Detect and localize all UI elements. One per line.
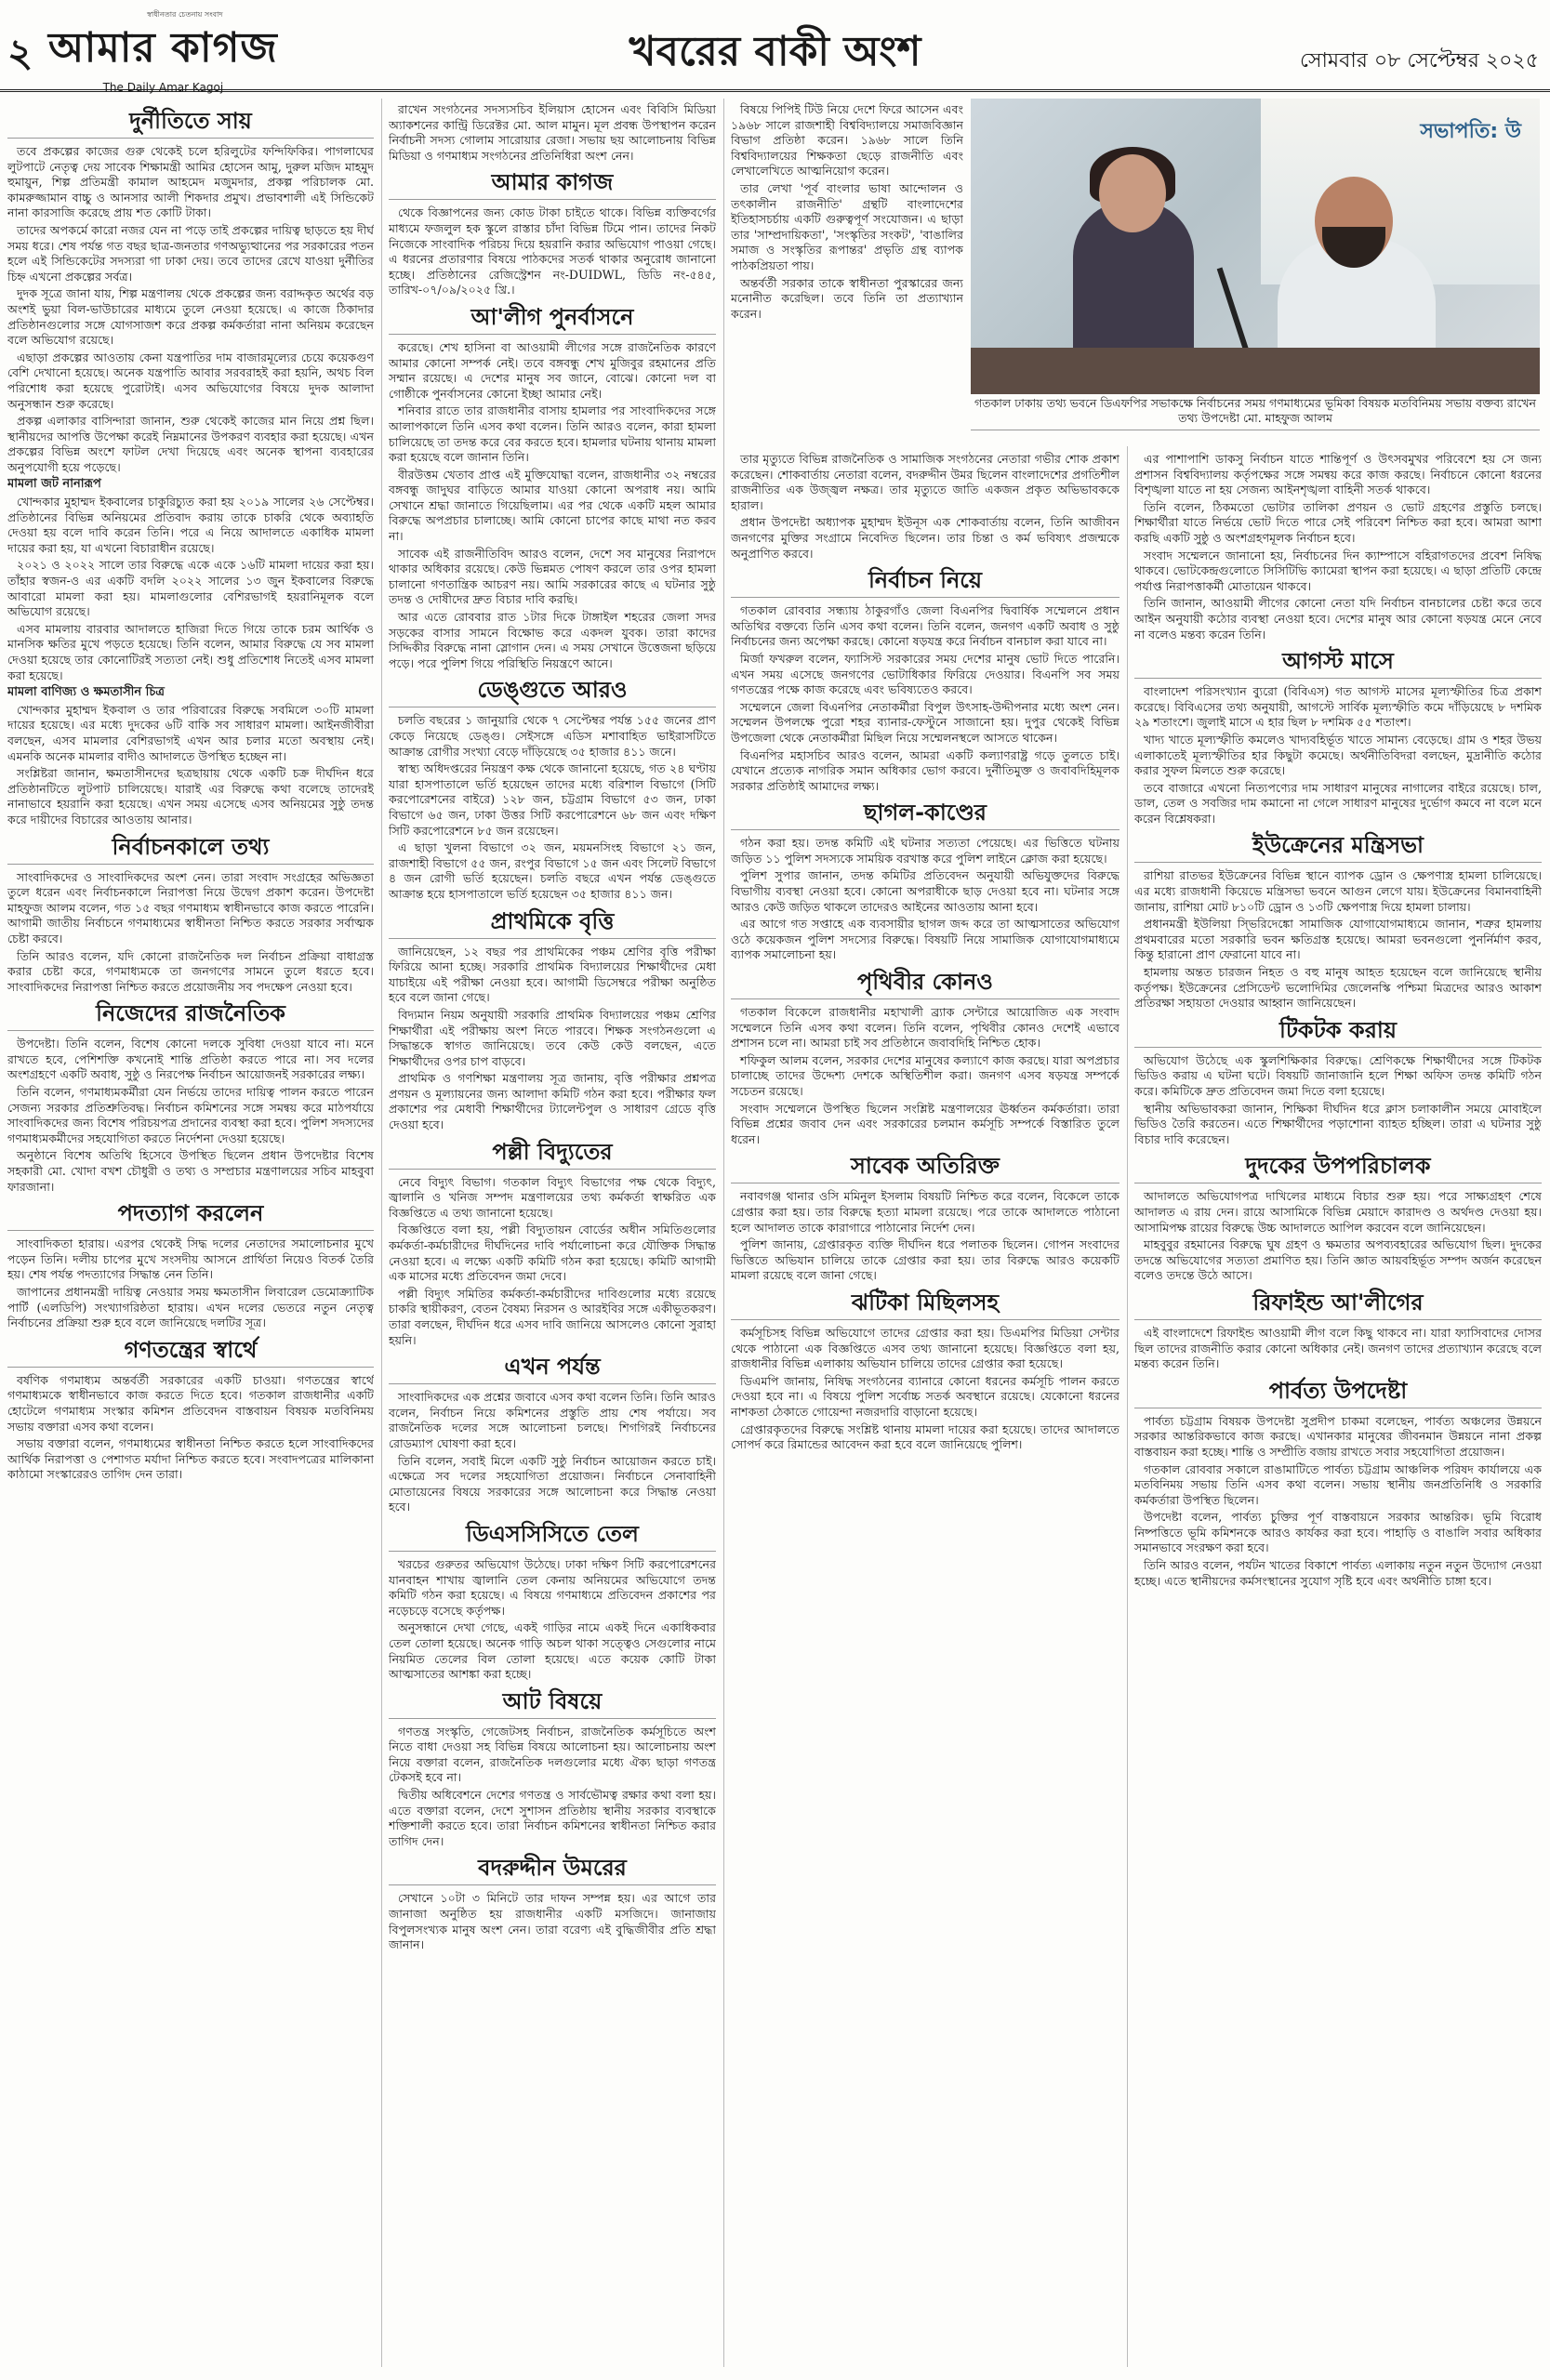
paragraph: সাংবাদিকদের এক প্রশ্নের জবাবে এসব কথা বলেন তিনি। তিনি আরও বলেন, নির্বাচন নিয়ে কমিশনের প্রস্তুতি প্রায় শেষ পর্যায়ে। সব রাজনৈতিক দলের সঙ্গে আলোচনা চলছে। শিগগিরই নির্বাচনের রোডম্যাপ ঘোষণা করা হবে। [389, 1390, 716, 1450]
paragraph: দ্বিতীয় অধিবেশনে দেশের গণতন্ত্র ও সার্বভৌমত্ব রক্ষার কথা বলা হয়। এতে বক্তারা বলেন, দেশে সুশাসন প্রতিষ্ঠায় স্থানীয় সরকার ব্যবস্থাকে শক্তিশালী করতে হবে। তারা নির্বাচন কমিশনের স্বাধীনতা নিশ্চিত করার তাগিদ দেন। [389, 1788, 716, 1848]
paragraph: বিষয়ে পিপিই টিউ নিয়ে দেশে ফিরে আসেন এবং ১৯৬৮ সালে রাজশাহী বিশ্ববিদ্যালয়ে সমাজবিজ্ঞান বিভাগ প্রতিষ্ঠা করেন। ১৯৬৮ সালে তিনি বিশ্ববিদ্যালয়ের শিক্ষকতা ছেড়ে রাজনীতি এবং লেখালেখিতে আত্মনিয়োগ করেন। [731, 102, 963, 178]
paragraph: মাহবুবুর রহমানের বিরুদ্ধে ঘুষ গ্রহণ ও ক্ষমতার অপব্যবহারের অভিযোগ ছিল। দুদকের তদন্তে অভিযোগের সত্যতা প্রমাণিত হয়। তিনি জ্ঞাত আয়বহির্ভূত সম্পদ অর্জন করেছেন বলেও তদন্তে উঠে আসে। [1134, 1237, 1542, 1283]
paragraph: উপদেষ্টা। তিনি বলেন, বিশেষ কোনো দলকে সুবিধা দেওয়া যাবে না। মনে রাখতে হবে, পেশিশক্তি কখনোই শান্তি প্রতিষ্ঠা করতে পারে না। সব দলের অংশগ্রহণে একটি অবাধ, সুষ্ঠু ও নিরপেক্ষ নির্বাচন আয়োজনই সরকারের লক্ষ্য। [7, 1037, 374, 1082]
photo-banner-text: সভাপতি: উ [1420, 120, 1521, 143]
paragraph: গতকাল রোববার সন্ধ্যায় ঠাকুরগাঁও জেলা বিএনপির দ্বিবার্ষিক সম্মেলনে প্রধান অতিথির বক্তব্যে তিনি এসব কথা বলেন। তিনি বলেন, জনগণ একটি অবাধ ও সুষ্ঠু নির্বাচনের জন্য অপেক্ষা করছে। কোনো ষড়যন্ত্র করে নির্বাচন বানচাল করা যাবে না। [731, 603, 1119, 649]
headline-refined-awami[interactable]: রিফাইন্ড আ'লীগের [1134, 1289, 1542, 1320]
photo-table [971, 348, 1540, 394]
paragraph: স্থানীয় অভিভাবকরা জানান, শিক্ষিকা দীর্ঘদিন ধরে ক্লাস চলাকালীন সময়ে মোবাইলে ভিডিও তৈরি করতেন। এতে শিক্ষার্থীদের পড়াশোনা ব্যাহত হচ্ছিল। তারা এ ঘটনার সুষ্ঠু বিচার দাবি করেছেন। [1134, 1101, 1542, 1146]
paragraph: সভায় বক্তারা বলেন, গণমাধ্যমের স্বাধীনতা নিশ্চিত করতে হলে সাংবাদিকদের আর্থিক নিরাপত্তা ও পেশাগত মর্যাদা নিশ্চিত করতে হবে। সংবাদপত্রের মালিকানা কাঠামো সংস্কারেরও তাগিদ দেন তারা। [7, 1436, 374, 1482]
headline-amar-kagoj[interactable]: আমার কাগজ [389, 169, 716, 200]
headline-acc-deputy-director[interactable]: দুদকের উপপরিচালক [1134, 1153, 1542, 1183]
paragraph: জানিয়েছেন, ১২ বছর পর প্রাথমিকের পঞ্চম শ্রেণির বৃত্তি পরীক্ষা ফিরিয়ে আনা হচ্ছে। সরকারি প্রাথমিক বিদ্যালয়ের শিক্ষার্থীদের মেধা যাচাইয়ে এই পরীক্ষা নেওয়া হবে। আগামী ডিসেম্বরে পরীক্ষা অনুষ্ঠিত হবে বলে জানা গেছে। [389, 944, 716, 1005]
paragraph: অনুসন্ধানে দেখা গেছে, একই গাড়ির নামে একই দিনে একাধিকবার তেল তোলা হয়েছে। অনেক গাড়ি অচল থাকা সত্ত্বেও সেগুলোর নামে নিয়মিত তেলের বিল তোলা হয়েছে। এতে কয়েক কোটি টাকা আত্মসাতের আশঙ্কা করা হচ্ছে। [389, 1620, 716, 1682]
paragraph: পল্লী বিদ্যুৎ সমিতির কর্মকর্তা-কর্মচারীদের দাবিগুলোর মধ্যে রয়েছে চাকরি স্থায়ীকরণ, বেতন বৈষম্য নিরসন ও আরইবির সঙ্গে একীভূতকরণ। তারা বলছেন, দীর্ঘদিন ধরে এসব দাবি জানিয়ে আসলেও কোনো সুরাহা হয়নি। [389, 1286, 716, 1347]
paragraph: আর এতে রোববার রাত ১টার দিকে টাঙ্গাইল শহরের জেলা সদর সড়কের বাসার সামনে বিক্ষোভ করে একদল যুবক। তারা কাদের সিদ্দিকীর বিরুদ্ধে নানা স্লোগান দেন। এ সময় সেখানে উত্তেজনা ছড়িয়ে পড়ে। পরে পুলিশ গিয়ে পরিস্থিতি নিয়ন্ত্রণে আনে। [389, 610, 716, 670]
column-3 [731, 452, 1119, 2367]
paragraph: বীরউত্তম খেতাব প্রাপ্ত এই মুক্তিযোদ্ধা বলেন, রাজধানীর ৩২ নম্বরের বঙ্গবন্ধু জাদুঘর বাড়িতে আমার যাওয়া কোনো অপরাধ নয়। আমি সেখানে শ্রদ্ধা জানাতে গিয়েছিলাম। এর পর থেকে একটি মহল আমার বিরুদ্ধে অপপ্রচার চালাচ্ছে। আমি কোনো চাপের কাছে মাথা নত করব না। [389, 467, 716, 544]
paragraph: সেখানে ১০টা ৩ মিনিটে তার দাফন সম্পন্ন হয়। এর আগে তার জানাজা অনুষ্ঠিত হয় রাজধানীর একটি মসজিদে। জানাজায় বিপুলসংখ্যক মানুষ অংশ নেন। তারা বরেণ্য এই বুদ্ধিজীবীর প্রতি শ্রদ্ধা জানান। [389, 1891, 716, 1952]
paragraph: সংশ্লিষ্টরা জানান, ক্ষমতাসীনদের ছত্রছায়ায় থেকে একটি চক্র দীর্ঘদিন ধরে প্রতিষ্ঠানটিতে লুটপাট চালিয়েছে। যারাই এর বিরুদ্ধে কথা বলেছে তাদেরই নানাভাবে হয়রানি করা হয়েছে। এখন সময় এসেছে এসব অনিয়মের সুষ্ঠু তদন্ত করে দায়ীদের বিচারের আওতায় আনার। [7, 766, 374, 826]
headline-flash-procession[interactable]: ঝটিকা মিছিলসহ [731, 1289, 1119, 1320]
paragraph: সংবাদ সম্মেলনে জানানো হয়, নির্বাচনের দিন ক্যাম্পাসে বহিরাগতদের প্রবেশ নিষিদ্ধ থাকবে। ভোটকেন্দ্রগুলোতে সিসিটিভি ক্যামেরা স্থাপন করা হয়েছে। এ ছাড়া প্রতিটি কেন্দ্রে পর্যাপ্ত নিরাপত্তাকর্মী মোতায়েন থাকবে। [1134, 548, 1542, 593]
paragraph: পুলিশ সুপার জানান, তদন্ত কমিটির প্রতিবেদন অনুযায়ী অভিযুক্তদের বিরুদ্ধে বিভাগীয় ব্যবস্থা নেওয়া হবে। কোনো অপরাধীকে ছাড় দেওয়া হবে না। ঘটনার সঙ্গে আরও কেউ জড়িত থাকলে তাদেরও আইনের আওতায় আনা হবে। [731, 868, 1119, 914]
paragraph: খোন্দকার মুহাম্মদ ইকবাল ও তার পরিবারের বিরুদ্ধে সবমিলে ৩০টি মামলা দায়ের হয়েছে। এর মধ্যে দুদকের ৬টি বাকি সব সাধারণ মামলা। আইনজীবীরা বলছেন, এসব মামলার বেশিরভাগই এখন আর চলার মতো অবস্থায় নেই। এমনকি অনেক মামলার বাদীও আদালতে উপস্থিত হচ্ছেন না। [7, 702, 374, 763]
paragraph: বর্ষণিক গণমাধ্যম অন্তর্বর্তী সরকারের একটি চাওয়া। গণতন্ত্রের স্বার্থে গণমাধ্যমকে স্বাধীনভাবে কাজ করতে দিতে হবে। গতকাল রাজধানীর একটি হোটেলে গণমাধ্যম সংস্কার কমিশন প্রতিবেদন বাস্তবায়ন বিষয়ক মতবিনিময় সভায় বক্তারা এসব কথা বলেন। [7, 1372, 374, 1434]
paragraph: সংবাদ সম্মেলনে উপস্থিত ছিলেন সংশ্লিষ্ট মন্ত্রণালয়ের ঊর্ধ্বতন কর্মকর্তারা। তারা বিভিন্ন প্রশ্নের জবাব দেন এবং সরকারের চলমান কর্মসূচি সম্পর্কে বিস্তারিত তুলে ধরেন। [731, 1101, 1119, 1146]
paragraph: এই বাংলাদেশে রিফাইন্ড আওয়ামী লীগ বলে কিছু থাকবে না। যারা ফ্যাসিবাদের দোসর ছিল তাদের রাজনীতি করার কোনো অধিকার নেই। জনগণ তাদের প্রত্যাখ্যান করেছে বলে মন্তব্য করেন তিনি। [1134, 1325, 1542, 1371]
paragraph: গতকাল রোববার সকালে রাঙামাটিতে পার্বত্য চট্টগ্রাম আঞ্চলিক পরিষদ কার্যালয়ে এক মতবিনিময় সভায় তিনি এসব কথা বলেন। সভায় স্থানীয় জনপ্রতিনিধি ও সরকারি কর্মকর্তারা উপস্থিত ছিলেন। [1134, 1461, 1542, 1507]
column-3-top [731, 102, 963, 446]
paragraph: পার্বত্য চট্টগ্রাম বিষয়ক উপদেষ্টা সুপ্রদীপ চাকমা বলেছেন, পার্বত্য অঞ্চলের উন্নয়নে সরকার আন্তরিকভাবে কাজ করছে। এখানকার মানুষের জীবনমান উন্নয়নে নানা প্রকল্প বাস্তবায়ন করা হচ্ছে। শান্তি ও সম্প্রীতি বজায় রাখতে সবার সহযোগিতা প্রয়োজন। [1134, 1413, 1542, 1459]
column-divider [1127, 446, 1128, 2367]
logo-text: আমার কাগজ [48, 24, 278, 72]
paragraph: শনিবার রাতে তার রাজধানীর বাসায় হামলার পর সাংবাদিকদের সঙ্গে আলাপকালে তিনি এসব কথা বলেন। তিনি আরও বলেন, কারা হামলা চালিয়েছে তা তদন্ত করে বের করতে হবে। হামলার ঘটনায় থানায় মামলা করা হয়েছে বলে জানান তিনি। [389, 403, 716, 465]
paragraph: মির্জা ফখরুল বলেন, ফ্যাসিস্ট সরকারের সময় দেশের মানুষ ভোট দিতে পারেনি। এখন সময় এসেছে জনগণের ভোটাধিকার ফিরিয়ে দেওয়ার। বিএনপি সব সময় গণতন্ত্রের পক্ষে কাজ করেছে এবং ভবিষ্যতেও করবে। [731, 651, 1119, 697]
paragraph: তিনি আরও বলেন, পর্যটন খাতের বিকাশে পার্বত্য এলাকায় নতুন নতুন উদ্যোগ নেওয়া হচ্ছে। এতে স্থানীয়দের কর্মসংস্থানের সুযোগ সৃষ্টি হবে এবং অর্থনীতি চাঙ্গা হবে। [1134, 1558, 1542, 1588]
paragraph: খাদ্য খাতে মূল্যস্ফীতি কমলেও খাদ্যবহির্ভূত খাতে সামান্য বেড়েছে। গ্রাম ও শহর উভয় এলাকাতেই মূল্যস্ফীতির হার কিছুটা কমেছে। অর্থনীতিবিদরা বলছেন, মুদ্রানীতি কঠোর করার সুফল মিলতে শুরু করেছে। [1134, 732, 1542, 778]
headline-badruddin-umar[interactable]: বদরুদ্দীন উমরের [389, 1855, 716, 1885]
paragraph: সাংবাদিকতা হারায়। এরপর থেকেই সিদ্ধ দলের নেতাদের সমালোচনার মুখে পড়েন তিনি। দলীয় চাপের মুখে সংসদীয় আসনে প্রার্থিতা নিয়েও বিতর্ক তৈরি হয়। শেষ পর্যন্ত পদত্যাগের সিদ্ধান্ত নেন তিনি। [7, 1236, 374, 1282]
headline-dengue[interactable]: ডেঙ্গুতে আরও [389, 677, 716, 707]
headline-former-additional[interactable]: সাবেক অতিরিক্ত [731, 1153, 1119, 1183]
paragraph: এ ছাড়া খুলনা বিভাগে ৩২ জন, ময়মনসিংহ বিভাগে ২১ জন, রাজশাহী বিভাগে ৫৫ জন, রংপুর বিভাগে ১৫ জন এবং সিলেট বিভাগে ৪ জন রোগী ভর্তি হয়েছেন। চলতি বছরে এখন পর্যন্ত ডেঙ্গুতে আক্রান্ত হয়ে হাসপাতালে ভর্তি হয়েছেন ৩৫ হাজার ৪১১ জন। [389, 840, 716, 901]
paragraph: তবে বাজারে এখনো নিত্যপণ্যের দাম সাধারণ মানুষের নাগালের বাইরে রয়েছে। চাল, ডাল, তেল ও সবজির দাম কমানো না গেলে সাধারণ মানুষের দুর্ভোগ কমবে না বলে মনে করেন বিশ্লেষকরা। [1134, 780, 1542, 826]
paragraph: সম্মেলনে জেলা বিএনপির নেতাকর্মীরা বিপুল উৎসাহ-উদ্দীপনার মধ্যে অংশ নেন। সম্মেলন উপলক্ষে পুরো শহর ব্যানার-ফেস্টুনে সাজানো হয়। দুপুর থেকেই বিভিন্ন উপজেলা থেকে নেতাকর্মীরা মিছিল নিয়ে সম্মেলনস্থলে আসতে থাকেন। [731, 699, 1119, 745]
paragraph: চলতি বছরের ১ জানুয়ারি থেকে ৭ সেপ্টেম্বর পর্যন্ত ১৫৫ জনের প্রাণ কেড়ে নিয়েছে ডেঙ্গু। সেইসঙ্গে এডিস মশাবাহিত ভাইরাসটিতে আক্রান্ত রোগীর সংখ্যা বেড়ে দাঁড়িয়েছে ৩৫ হাজার ৪১১ জনে। [389, 713, 716, 759]
paragraph: আদালতে অভিযোগপত্র দাখিলের মাধ্যমে বিচার শুরু হয়। পরে সাক্ষ্যগ্রহণ শেষে আদালত এ রায় দেন। রায়ে আসামিকে বিভিন্ন মেয়াদে কারাদণ্ড ও অর্থদণ্ড দেওয়া হয়। আসামিপক্ষ রায়ের বিরুদ্ধে উচ্চ আদালতে আপিল করবেন বলে জানিয়েছেন। [1134, 1189, 1542, 1235]
paragraph: গঠন করা হয়। তদন্ত কমিটি এই ঘটনার সত্যতা পেয়েছে। এর ভিত্তিতে ঘটনায় জড়িত ১১ পুলিশ সদস্যকে সাময়িক বরখাস্ত করে পুলিশ লাইনে ক্লোজ করা হয়েছে। [731, 836, 1119, 866]
paragraph: এর পাশাপাশি ডাকসু নির্বাচন যাতে শান্তিপূর্ণ ও উৎসবমুখর পরিবেশে হয় সে জন্য প্রশাসন বিশ্ববিদ্যালয় কর্তৃপক্ষের সঙ্গে সমন্বয় করে কাজ করছে। নির্বাচনে কোনো ধরনের বিশৃঙ্খলা যাতে না হয় সেজন্য আইনশৃঙ্খলা বাহিনী সতর্ক থাকবে। [1134, 452, 1542, 497]
paragraph: তার লেখা 'পূর্ব বাংলার ভাষা আন্দোলন ও তৎকালীন রাজনীতি' গ্রন্থটি বাংলাদেশের ইতিহাসচর্চায় একটি গুরুত্বপূর্ণ সংযোজন। এ ছাড়া তার 'সাম্প্রদায়িকতা', 'সংস্কৃতির সংকট', 'বাঙালির সমাজ ও সংস্কৃতির রূপান্তর' প্রভৃতি গ্রন্থ ব্যাপক পাঠকপ্রিয়তা পায়। [731, 180, 963, 272]
headline-democracy[interactable]: গণতন্ত্রের স্বার্থে [7, 1337, 374, 1368]
paragraph: গতকাল বিকেলে রাজধানীর মহাখালী ব্র্যাক সেন্টারে আয়োজিত এক সংবাদ সম্মেলনে তিনি এসব কথা বলেন। তিনি বলেন, পৃথিবীর কোনও দেশেই এভাবে প্রশাসন চলে না। আমরা চাই সব প্রতিষ্ঠানে জবাবদিহি নিশ্চিত হোক। [731, 1005, 1119, 1051]
paragraph: পুলিশ জানায়, গ্রেপ্তারকৃত ব্যক্তি দীর্ঘদিন ধরে পলাতক ছিলেন। গোপন সংবাদের ভিত্তিতে অভিযান চালিয়ে তাকে গ্রেপ্তার করা হয়। তার বিরুদ্ধে আরও কয়েকটি মামলা রয়েছে বলে জানা গেছে। [731, 1237, 1119, 1283]
paragraph: বাংলাদেশ পরিসংখ্যান ব্যুরো (বিবিএস) গত আগস্ট মাসের মূল্যস্ফীতির চিত্র প্রকাশ করেছে। বিবিএসের তথ্য অনুযায়ী, আগস্টে সার্বিক মূল্যস্ফীতি কমে দাঁড়িয়েছে ৮ দশমিক ২৯ শতাংশে। জুলাই মাসে এ হার ছিল ৮ দশমিক ৫৫ শতাংশ। [1134, 684, 1542, 730]
paragraph: নবাবগঞ্জ থানার ওসি মমিনুল ইসলাম বিষয়টি নিশ্চিত করে বলেন, বিকেলে তাকে গ্রেপ্তার করা হয়। তার বিরুদ্ধে হত্যা মামলা রয়েছে। পরে তাকে আদালতে পাঠানো হলে আদালত তাকে কারাগারে পাঠানোর নির্দেশ দেন। [731, 1189, 1119, 1235]
paragraph: বিজ্ঞপ্তিতে বলা হয়, পল্লী বিদ্যুতায়ন বোর্ডের অধীন সমিতিগুলোর কর্মকর্তা-কর্মচারীদের দীর্ঘদিনের দাবি পর্যালোচনা করে যৌক্তিক সিদ্ধান্ত নেওয়া হবে। এ লক্ষ্যে একটি কমিটি গঠন করা হয়েছে। কমিটি আগামী এক মাসের মধ্যে প্রতিবেদন জমা দেবে। [389, 1223, 716, 1284]
paragraph: এসব মামলায় বারবার আদালতে হাজিরা দিতে গিয়ে তাকে চরম আর্থিক ও মানসিক ক্ষতির মুখে পড়তে হয়েছে। তিনি বলেন, আমার বিরুদ্ধে যে সব মামলা দেওয়া হয়েছে তার কোনোটিরই সত্যতা নেই। শুধু প্রতিশোধ নিতেই এসব মামলা করা হয়েছে। [7, 621, 374, 682]
headline-election-info[interactable]: নির্বাচনকালে তথ্য [7, 834, 374, 865]
headline-august[interactable]: আগস্ট মাসে [1134, 648, 1542, 679]
paragraph: বিদ্যমান নিয়ম অনুযায়ী সরকারি প্রাথমিক বিদ্যালয়ের পঞ্চম শ্রেণির শিক্ষার্থীরা এই পরীক্ষায় অংশ নিতে পারবে। শিক্ষক সংগঠনগুলো এ সিদ্ধান্তকে স্বাগত জানিয়েছে। তবে কেউ কেউ বলছেন, এতে শিক্ষার্থীদের ওপর চাপ বাড়বে। [389, 1007, 716, 1068]
masthead [0, 0, 1550, 92]
paragraph: অভিযোগ উঠেছে এক স্কুলশিক্ষিকার বিরুদ্ধে। শ্রেণিকক্ষে শিক্ষার্থীদের সঙ্গে টিকটক ভিডিও করায় এ ঘটনা ঘটে। বিষয়টি জানাজানি হলে শিক্ষা অফিস তদন্ত কমিটি গঠন করে। কমিটিকে দ্রুত প্রতিবেদন জমা দিতে বলা হয়েছে। [1134, 1052, 1542, 1098]
paragraph: কর্মসূচিসহ বিভিন্ন অভিযোগে তাদের গ্রেপ্তার করা হয়। ডিএমপির মিডিয়া সেন্টার থেকে পাঠানো এক বিজ্ঞপ্তিতে এসব তথ্য জানানো হয়েছে। বিজ্ঞপ্তিতে বলা হয়, রাজধানীর বিভিন্ন এলাকায় অভিযান চালিয়ে তাদের গ্রেপ্তার করা হয়েছে। [731, 1325, 1119, 1371]
news-photo[interactable] [971, 99, 1540, 394]
column-divider [381, 99, 382, 2367]
headline-durniti[interactable]: দুর্নীতিতে সায় [7, 108, 374, 139]
paragraph: রাশিয়া রাতভর ইউক্রেনের বিভিন্ন স্থানে ব্যাপক ড্রোন ও ক্ষেপণাস্ত্র হামলা চালিয়েছে। এর মধ্যে রাজধানী কিয়েভে মন্ত্রিসভা ভবনে আগুন লেগে যায়। ইউক্রেনের বিমানবাহিনী জানায়, রাশিয়া মোট ৮১০টি ড্রোন ও ১৩টি ক্ষেপণাস্ত্র দিয়ে হামলা চালায়। [1134, 868, 1542, 914]
headline-rural-electricity[interactable]: পল্লী বিদ্যুতের [389, 1139, 716, 1170]
paragraph: তার মৃত্যুতে বিভিন্ন রাজনৈতিক ও সামাজিক সংগঠনের নেতারা গভীর শোক প্রকাশ করেছেন। শোকবার্তায় নেতারা বলেন, বদরুদ্দীন উমর ছিলেন বাংলাদেশের প্রগতিশীল রাজনীতির এক উজ্জ্বল নক্ষত্র। তার মৃত্যুতে জাতি একজন প্রকৃত অভিভাবককে হারাল। [731, 452, 1119, 512]
paragraph: খরচের গুরুতর অভিযোগ উঠেছে। ঢাকা দক্ষিণ সিটি করপোরেশনের যানবাহন শাখায় জ্বালানি তেল কেনায় অনিয়মের অভিযোগে তদন্ত কমিটি গঠন করা হয়েছে। এ বিষয়ে গণমাধ্যমে প্রতিবেদন প্রকাশের পর নড়েচড়ে বসেছে কর্তৃপক্ষ। [389, 1556, 716, 1618]
headline-primary-scholarship[interactable]: প্রাথমিকে বৃত্তি [389, 908, 716, 939]
paragraph: গ্রেপ্তারকৃতদের বিরুদ্ধে সংশ্লিষ্ট থানায় মামলা দায়ের করা হয়েছে। তাদের আদালতে সোপর্দ করে রিমান্ডের আবেদন করা হবে বলে জানিয়েছে পুলিশ। [731, 1421, 1119, 1452]
section-title: খবরের বাকী অংশ [629, 28, 921, 75]
paragraph: অন্তর্বর্তী সরকার তাকে স্বাধীনতা পুরস্কারের জন্য মনোনীত করেছিল। তবে তিনি তা প্রত্যাখ্যান করেন। [731, 275, 963, 321]
paragraph: উপদেষ্টা বলেন, পার্বত্য চুক্তির পূর্ণ বাস্তবায়নে সরকার আন্তরিক। ভূমি বিরোধ নিষ্পত্তিতে ভূমি কমিশনকে আরও কার্যকর করা হবে। পাহাড়ি ও বাঙালি সবার অধিকার সমানভাবে সংরক্ষণ করা হবে। [1134, 1510, 1542, 1555]
paragraph: ডিএমপি জানায়, নিষিদ্ধ সংগঠনের ব্যানারে কোনো ধরনের কর্মসূচি পালন করতে দেওয়া হবে না। এ বিষয়ে পুলিশ সর্বোচ্চ সতর্ক অবস্থানে রয়েছে। যেকোনো ধরনের নাশকতা ঠেকাতে গোয়েন্দা নজরদারি বাড়ানো হয়েছে। [731, 1373, 1119, 1419]
paragraph: হামলায় অন্তত চারজন নিহত ও বহু মানুষ আহত হয়েছেন বলে জানিয়েছে স্থানীয় কর্তৃপক্ষ। ইউক্রেনের প্রেসিডেন্ট ভলোদিমির জেলেনস্কি পশ্চিমা মিত্রদের আরও আকাশ প্রতিরক্ষা সহায়তা দেওয়ার আহ্বান জানিয়েছেন। [1134, 965, 1542, 1011]
headline-dscc-oil[interactable]: ডিএসসিসিতে তেল [389, 1521, 716, 1552]
paragraph: খোন্দকার মুহাম্মদ ইকবালের চাকুরিচ্যুত করা হয় ২০১৯ সালের ২৬ সেপ্টেম্বর। প্রতিষ্ঠানের বিভিন্ন অনিয়মের প্রতিবাদ করায় তাকে চাকরি থেকে অব্যাহতি দেওয়া হয় বলে দাবি করেন তিনি। পরে এ নিয়ে আদালতে একাধিক মামলা দায়ের করা হয়, যা এখনো বিচারাধীন রয়েছে। [7, 495, 374, 555]
headline-hill-adviser[interactable]: পার্বত্য উপদেষ্টা [1134, 1378, 1542, 1408]
column-divider [723, 99, 724, 2367]
paragraph: শফিকুল আলম বলেন, সরকার দেশের মানুষের কল্যাণে কাজ করছে। যারা অপপ্রচার চালাচ্ছে তাদের উদ্দেশ্য দেশকে অস্থিতিশীল করা। জনগণ এসব ষড়যন্ত্র সম্পর্কে সচেতন রয়েছে। [731, 1052, 1119, 1098]
headline-goat-incident[interactable]: ছাগল-কাণ্ডের [731, 800, 1119, 830]
paragraph: সাংবাদিকদের ও সাংবাদিকদের অংশ নেন। তারা সংবাদ সংগ্রহের অভিজ্ঞতা তুলে ধরেন এবং নির্বাচনকালে নিরাপত্তা নিয়ে উদ্বেগ প্রকাশ করেন। উপদেষ্টা মাহফুজ আলম বলেন, গত ১৫ বছর গণমাধ্যম স্বাধীনভাবে কাজ করতে পারেনি। আগামী জাতীয় নির্বাচনে গণমাধ্যমের স্বাধীনতা নিশ্চিত করতে সরকার সর্বাত্মক চেষ্টা করবে। [7, 869, 374, 945]
column-1 [7, 102, 374, 2371]
paragraph: অনুষ্ঠানে বিশেষ অতিথি হিসেবে উপস্থিত ছিলেন প্রধান উপদেষ্টার বিশেষ সহকারী মো. খোদা বখশ চৌধুরী ও তথ্য ও সম্প্রচার মন্ত্রণালয়ের সচিব মাহবুবা ফারজানা। [7, 1148, 374, 1194]
paragraph: এর আগে গত সপ্তাহে এক ব্যবসায়ীর ছাগল জব্দ করে তা আত্মসাতের অভিযোগ ওঠে কয়েকজন পুলিশ সদস্যের বিরুদ্ধে। বিষয়টি নিয়ে সামাজিক যোগাযোগমাধ্যমে ব্যাপক সমালোচনা হয়। [731, 917, 1119, 962]
paragraph: তিনি জানান, আওয়ামী লীগের কোনো নেতা যদি নির্বাচন বানচালের চেষ্টা করে তবে আইন অনুযায়ী কঠোর ব্যবস্থা নেওয়া হবে। দেশের মানুষ আর কোনো ষড়যন্ত্র মেনে নেবে না বলেও মন্তব্য করেন তিনি। [1134, 596, 1542, 641]
paragraph: তিনি বলেন, ঠিকমতো ভোটার তালিকা প্রণয়ন ও ভোট গ্রহণের প্রস্তুতি চলছে। শিক্ষার্থীরা যাতে নির্ভয়ে ভোট দিতে পারে সেই পরিবেশ নিশ্চিত করা হবে। আমরা আশা করছি একটি সুষ্ঠু ও অংশগ্রহণমূলক নির্বাচন হবে। [1134, 499, 1542, 545]
paragraph: স্বাস্থ্য অধিদপ্তরের নিয়ন্ত্রণ কক্ষ থেকে জানানো হয়েছে, গত ২৪ ঘণ্টায় যারা হাসপাতালে ভর্তি হয়েছেন তাদের মধ্যে বরিশাল বিভাগে (সিটি করপোরেশনের বাইরে) ১২৮ জন, চট্টগ্রাম বিভাগে ৫৩ জন, ঢাকা বিভাগে ৬৫ জন, ঢাকা উত্তর সিটি করপোরেশনে ৬৮ জন এবং দক্ষিণ সিটি করপোরেশনে ৮৫ জন রয়েছেন। [389, 761, 716, 838]
paragraph: জাপানের প্রধানমন্ত্রী দায়িত্ব নেওয়ার সময় ক্ষমতাসীন লিবারেল ডেমোক্র্যাটিক পার্টি (এলডিপি) সংখ্যাগরিষ্ঠতা হারায়। এখন দলের ভেতরে নতুন নেতৃত্ব নির্বাচনের প্রক্রিয়া শুরু হবে বলে জানিয়েছে দলটির সূত্র। [7, 1285, 374, 1330]
headline-any-world[interactable]: পৃথিবীর কোনও [731, 969, 1119, 999]
subheading: মামলা জট নানারূপ [7, 477, 101, 492]
headline-eight-topics[interactable]: আট বিষয়ে [389, 1688, 716, 1719]
paragraph: তিনি বলেন, গণমাধ্যমকর্মীরা যেন নির্ভয়ে তাদের দায়িত্ব পালন করতে পারেন সেজন্য সরকার প্রতিশ্রুতিবদ্ধ। নির্বাচন কমিশনের সঙ্গে সমন্বয় করে মাঠপর্যায়ে সাংবাদিকদের জন্য বিশেষ পরিচয়পত্র প্রদানের ব্যবস্থা করা হবে। পুলিশ সদস্যদের গণমাধ্যমকর্মীদের সহযোগিতা করতে নির্দেশনা দেওয়া হয়েছে। [7, 1085, 374, 1145]
paragraph: এছাড়া প্রকল্পের আওতায় কেনা যন্ত্রপাতির দাম বাজারমূল্যের চেয়ে কয়েকগুণ বেশি দেখানো হয়েছে। অনেক যন্ত্রপাতি আবার সরবরাহই করা হয়নি, অথচ বিল পরিশোধ করা হয়েছে পুরোটাই। এসব অভিযোগের বিষয়ে দুদক আলাদা অনুসন্ধান শুরু করেছে। [7, 350, 374, 411]
paragraph: সাবেক এই রাজনীতিবিদ আরও বলেন, দেশে সব মানুষের নিরাপদে থাকার অধিকার রয়েছে। কেউ ভিন্নমত পোষণ করলে তার ওপর হামলা চালানো গণতান্ত্রিক আচরণ নয়। আমি সরকারের কাছে এ ঘটনার সুষ্ঠু তদন্ত ও দোষীদের দ্রুত বিচার দাবি করছি। [389, 546, 716, 607]
paragraph: তবে প্রকল্পের কাজের গুরু থেকেই চলে হরিলুটের ফন্দিফিকির। পাগলাঘের লুটপাটে নেতৃত্ব দেয় সাবেক শিক্ষামন্ত্রী আমির হোসেন আমু, দুরুল মজিদ মাহমুদ হুমায়ুন, শিল্প প্রতিমন্ত্রী কামাল আহমেদ মজুমদার, প্রকল্প পরিচালক মো. কামরুজ্জামান বাচ্চু ও আনসার আলী শিকদার প্রমুখ। প্রভাবশালী এই সিন্ডিকেট নানা কারসাজি করেছে প্রায় শত কোটি টাকা। [7, 144, 374, 220]
page-number: ২ [7, 30, 33, 75]
paragraph: রাখেন সংগঠনের সদস্যসচিব ইলিয়াস হোসেন এবং বিবিসি মিডিয়া অ্যাকশনের কান্ট্রি ডিরেক্টর মো. আল মামুন। মূল প্রবন্ধ উপস্থাপন করেন নির্বাচনী সদস্য গোলাম সারোয়ার রেজা। সভায় ছয় আলোচনায় বিভিন্ন মিডিয়া ও গণমাধ্যম সংগঠনের প্রতিনিধিরা অংশ নেন। [389, 102, 716, 163]
date-line: সোমবার ০৮ সেপ্টেম্বর ২০২৫ [1300, 49, 1539, 73]
paragraph: তিনি বলেন, সবাই মিলে একটি সুষ্ঠু নির্বাচন আয়োজন করতে চাই। এক্ষেত্রে সব দলের সহযোগিতা প্রয়োজন। নির্বাচনে সেনাবাহিনী মোতায়েনের বিষয়ে সরকারের সঙ্গে আলোচনা করে সিদ্ধান্ত নেওয়া হবে। [389, 1453, 716, 1514]
paragraph: করেছে। শেখ হাসিনা বা আওয়ামী লীগের সঙ্গে রাজনৈতিক কারণে আমার কোনো সম্পর্ক নেই। তবে বঙ্গবন্ধু শেখ মুজিবুর রহমানের প্রতি সম্মান রয়েছে। এ দেশের মানুষ সব জানে, বোঝে। কোনো দল বা গোষ্ঠীকে পুনর্বাসনের কোনো ইচ্ছা আমার নেই। [389, 339, 716, 401]
logo-subtitle: The Daily Amar Kagoj [102, 81, 224, 94]
paragraph: নেবে বিদ্যুৎ বিভাগ। গতকাল বিদ্যুৎ বিভাগের পক্ষ থেকে বিদ্যুৎ, জ্বালানি ও খনিজ সম্পদ মন্ত্রণালয়ের তথ্য কর্মকর্তা স্বাক্ষরিত এক বিজ্ঞপ্তিতে এ তথ্য জানানো হয়েছে। [389, 1174, 716, 1220]
paragraph: প্রধানমন্ত্রী ইউলিয়া স্ভিরিদেঙ্কো সামাজিক যোগাযোগমাধ্যমে জানান, শত্রুর হামলায় প্রথমবারের মতো সরকারি ভবন ক্ষতিগ্রস্ত হয়েছে। আমরা ভবনগুলো পুনর্নির্মাণ করব, কিন্তু হারানো প্রাণ ফেরানো যাবে না। [1134, 917, 1542, 962]
column-2 [389, 102, 716, 2371]
column-4 [1134, 452, 1542, 2367]
headline-ukraine-cabinet[interactable]: ইউক্রেনের মন্ত্রিসভা [1134, 832, 1542, 863]
photo-person-face [1099, 154, 1166, 232]
headline-so-far[interactable]: এখন পর্যন্ত [389, 1354, 716, 1384]
headline-tiktok[interactable]: টিকটক করায় [1134, 1017, 1542, 1048]
tagline: স্বাধীনতার চেতনায় সংবাদ [147, 10, 223, 19]
headline-awami-rehab[interactable]: আ'লীগ পুনর্বাসনে [389, 304, 716, 335]
microphone-icon [1217, 268, 1252, 358]
photo-caption: গতকাল ঢাকায় তথ্য ভবনে ডিএফপির সভাকক্ষে নির্বাচনের সময় গণমাধ্যমের ভূমিকা বিষয়ক মতবিনিময় সভায় বক্তব্য রাখেন তথ্য উপদেষ্টা মো. মাহফুজ আলম [971, 396, 1540, 430]
paragraph: তাদের অপকর্মে কারো নজর যেন না পড়ে তাই প্রকল্পের দায়িত্ব ছাড়তে হয় দীর্ঘ সময় ধরে। শেষ পর্যন্ত গত বছর ছাত্র-জনতার গণঅভ্যুত্থানের পর সরকারের পতন হলে এই সিন্ডিকেটের সদস্যরা গা ঢাকা দেয়। তবে তাদের রেখে যাওয়া দুর্নীতির চিহ্ন এখনো প্রকল্পের সর্বত্র। [7, 222, 374, 284]
paragraph: তিনি আরও বলেন, যদি কোনো রাজনৈতিক দল নির্বাচন প্রক্রিয়া বাধাগ্রস্ত করার চেষ্টা করে, গণমাধ্যমকে তা জনগণের সামনে তুলে ধরতে হবে। সাংবাদিকদের নিরাপত্তা নিশ্চিত করতে প্রয়োজনীয় সব পদক্ষেপ নেওয়া হবে। [7, 948, 374, 994]
paragraph: থেকে বিজ্ঞাপনের জন্য কোড টাকা চাইতে থাকে। বিভিন্ন ব্যক্তিবর্গের মাধ্যমে ফজলুল হক স্কুলে রাস্তার চাঁদা বিভিন্ন টিমে পান। তাদের নিকট নিজেকে সাংবাদিক পরিচয় দিয়ে হয়রানি করার অভিযোগ পাওয়া গেছে। এ ধরনের প্রতারণার বিষয়ে পাঠকদের সতর্ক থাকার অনুরোধ জানানো হচ্ছে। প্রতিষ্ঠানের রেজিস্ট্রেশন নং-DUIDWL, ডিডি নং-৫৪৫, তারিখ-০৭/০৯/২০২৫ খ্রি.। [389, 205, 716, 298]
paragraph: গণতন্ত্র সংস্কৃতি, গেজেটসহ নির্বাচন, রাজনৈতিক কর্মসূচিতে অংশ নিতে বাধা দেওয়া সহ বিভিন্ন বিষয়ে আলোচনা হয়। আলোচনায় অংশ নিয়ে বক্তারা বলেন, রাজনৈতিক দলগুলোর মধ্যে ঐক্য ছাড়া গণতন্ত্র টেকসই হবে না। [389, 1724, 716, 1785]
paragraph: প্রধান উপদেষ্টা অধ্যাপক মুহাম্মদ ইউনূস এক শোকবার্তায় বলেন, তিনি আজীবন জনগণের মুক্তির সংগ্রামে নিবেদিত ছিলেন। তার চিন্তা ও কর্ম ভবিষ্যৎ প্রজন্মকে অনুপ্রাণিত করবে। [731, 515, 1119, 561]
subheading: মামলা বাণিজ্য ও ক্ষমতাসীন চিত্র [7, 685, 165, 700]
paragraph: প্রাথমিক ও গণশিক্ষা মন্ত্রণালয় সূত্র জানায়, বৃত্তি পরীক্ষার প্রশ্নপত্র প্রণয়ন ও মূল্যায়নের জন্য আলাদা কমিটি গঠন করা হবে। পরীক্ষার ফল প্রকাশের পর মেধাবী শিক্ষার্থীদের ট্যালেন্টপুল ও সাধারণ গ্রেডে বৃত্তি দেওয়া হবে। [389, 1071, 716, 1132]
paragraph: প্রকল্প এলাকার বাসিন্দারা জানান, শুরু থেকেই কাজের মান নিয়ে প্রশ্ন ছিল। স্থানীয়দের আপত্তি উপেক্ষা করেই নিম্নমানের উপকরণ ব্যবহার করা হয়েছে। এখন প্রকল্পের বিভিন্ন অংশে ফাটল দেখা দিয়েছে এবং অনেক স্থাপনা ব্যবহারের অনুপযোগী হয়ে পড়েছে। [7, 414, 374, 474]
headline-own-political[interactable]: নিজেদের রাজনৈতিক [7, 1000, 374, 1031]
paragraph: দুদক সূত্রে জানা যায়, শিল্প মন্ত্রণালয় থেকে প্রকল্পের জন্য বরাদ্দকৃত অর্থের বড় অংশই ভুয়া বিল-ভাউচারের মাধ্যমে তুলে নেওয়া হয়েছে। এ কাজে ঠিকাদার প্রতিষ্ঠানগুলোর সঙ্গে যোগসাজশ করে প্রকল্প কর্মকর্তারা নানা অনিয়ম করেছেন বলে অভিযোগ রয়েছে। [7, 286, 374, 348]
paragraph: বিএনপির মহাসচিব আরও বলেন, আমরা একটি কল্যাণরাষ্ট্র গড়ে তুলতে চাই। যেখানে প্রত্যেক নাগরিক সমান অধিকার ভোগ করবে। দুর্নীতিমুক্ত ও জবাবদিহিমূলক সরকার প্রতিষ্ঠাই আমাদের লক্ষ্য। [731, 747, 1119, 793]
headline-resigned[interactable]: পদত্যাগ করলেন [7, 1200, 374, 1231]
paragraph: ২০২১ ও ২০২২ সালে তার বিরুদ্ধে একে একে ১৬টি মামলা দায়ের করা হয়। তাঁহার স্বজন-ও এর একটি বদলি ২০২২ সালের ১৩ জুন ইকবালের বিরুদ্ধে আবারো মামলা করা হয়। মামলাগুলোর বেশিরভাগই হয়রানিমূলক বলে অভিযোগ রয়েছে। [7, 558, 374, 619]
headline-about-election[interactable]: নির্বাচন নিয়ে [731, 567, 1119, 598]
